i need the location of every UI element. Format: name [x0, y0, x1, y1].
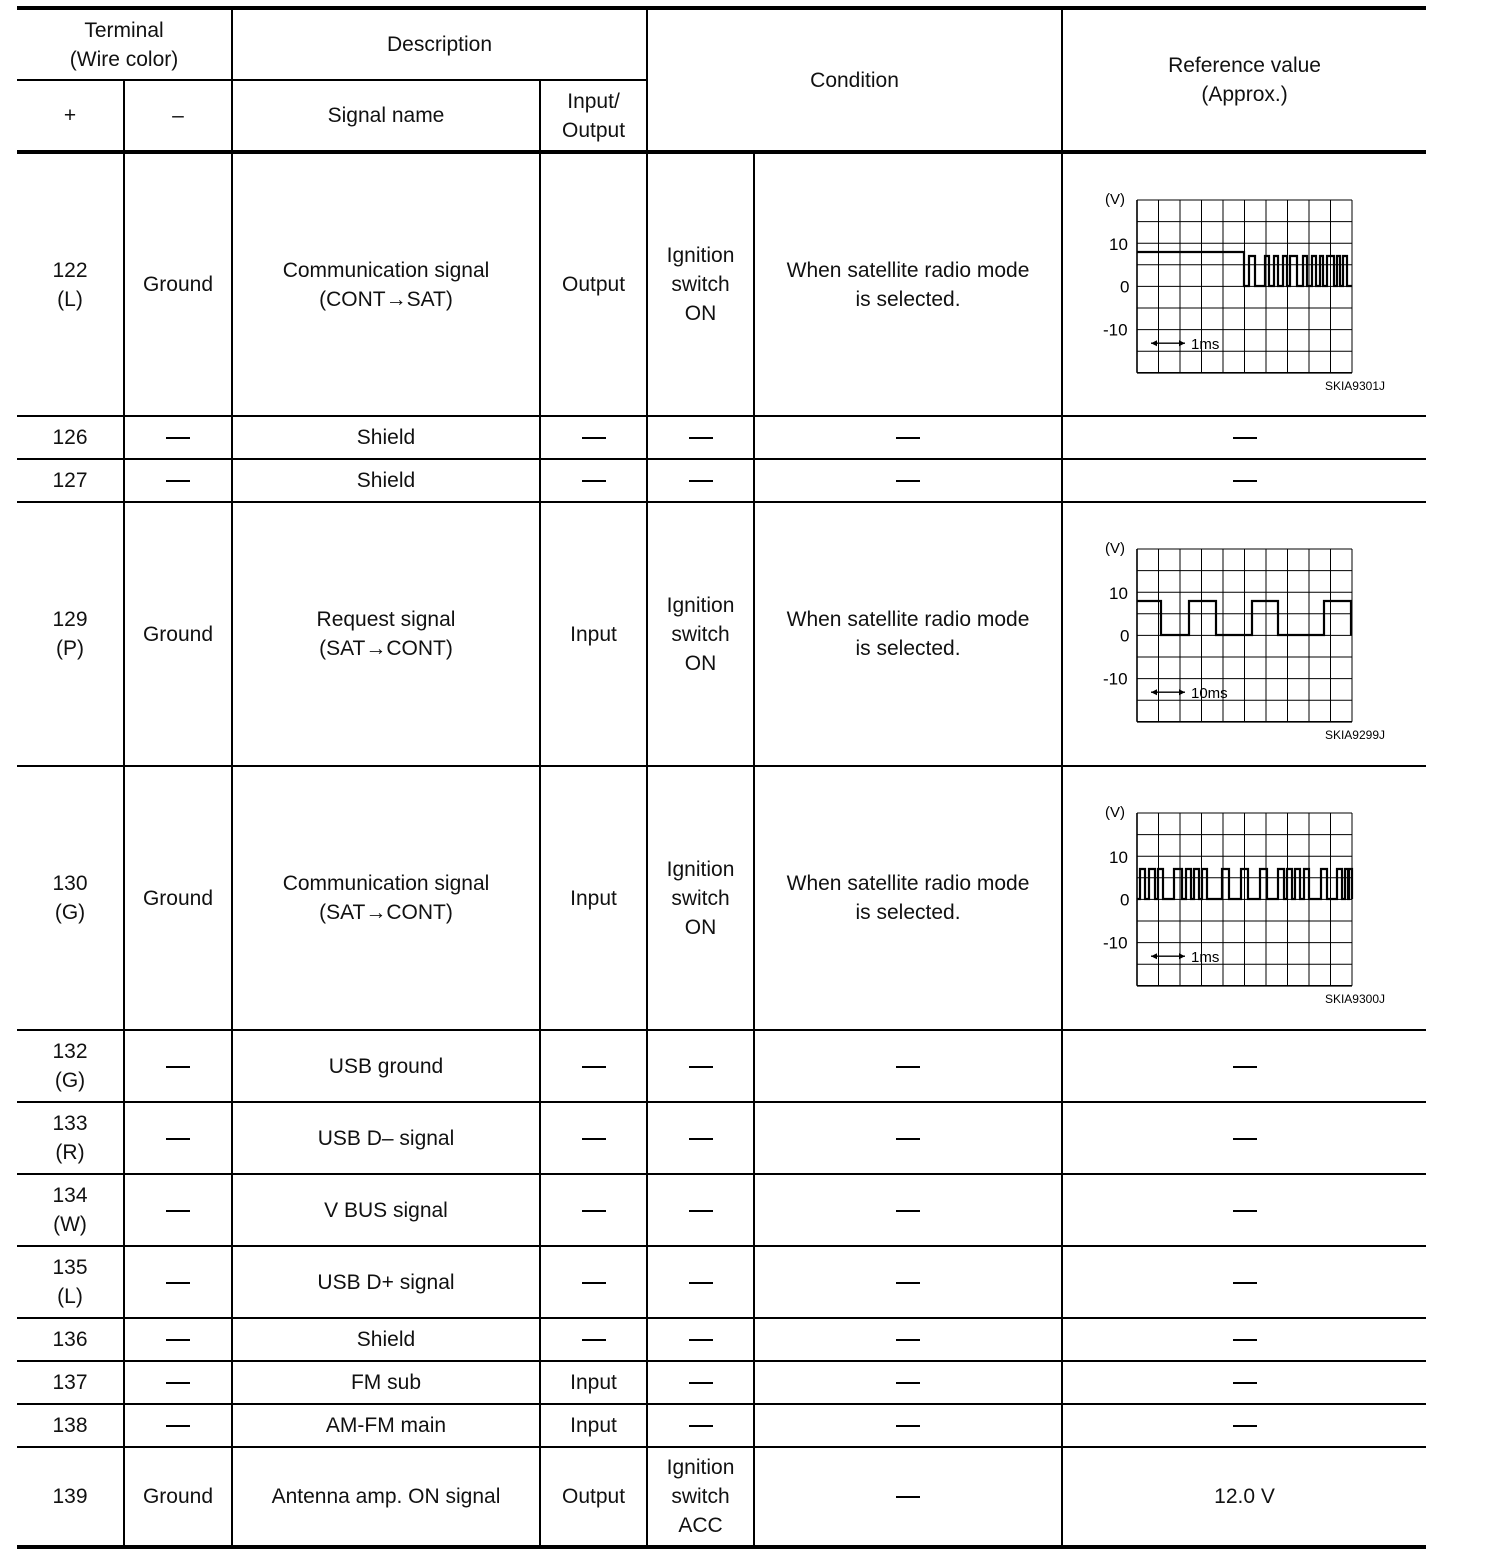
reference-value [1062, 1404, 1426, 1447]
condition-detail [754, 1102, 1062, 1174]
table-row [17, 1102, 1426, 1174]
terminal-minus [124, 1174, 232, 1246]
signal-name [232, 1030, 540, 1102]
condition-detail [754, 1030, 1062, 1102]
reference-value [1062, 1102, 1426, 1174]
reference-value [1062, 152, 1426, 416]
dash [689, 1339, 713, 1341]
input-output [540, 502, 647, 766]
oscilloscope-waveform [1095, 788, 1395, 1008]
dash [896, 1382, 920, 1384]
terminal-spec-table [17, 6, 1426, 1549]
input-output [540, 416, 647, 459]
condition-switch [647, 502, 754, 766]
terminal-plus [17, 1404, 124, 1447]
signal-name-text: Shield [356, 426, 416, 449]
input-output [540, 1102, 647, 1174]
terminal-plus [17, 1361, 124, 1404]
input-output [540, 1174, 647, 1246]
header-condition: Condition [647, 8, 1062, 152]
input-output [540, 1404, 647, 1447]
signal-name [232, 1102, 540, 1174]
dash [1233, 1382, 1257, 1384]
table-row [17, 1030, 1426, 1102]
terminal-plus [17, 1030, 124, 1102]
condition-switch-text: Ignition switch ON [666, 593, 735, 675]
terminal-plus-text: 136 [52, 1328, 88, 1351]
condition-switch-text: Ignition switch ON [666, 244, 735, 325]
dash [166, 1425, 190, 1427]
condition-detail [754, 1246, 1062, 1318]
oscilloscope-waveform [1095, 524, 1395, 744]
oscilloscope-waveform [1095, 175, 1395, 395]
dash [1233, 1138, 1257, 1140]
table-row [17, 1404, 1426, 1447]
signal-name-text: USB D– signal [317, 1126, 455, 1150]
condition-switch [647, 459, 754, 502]
reference-value [1062, 1174, 1426, 1246]
terminal-minus-text: Ground [142, 622, 214, 646]
terminal-minus [124, 1030, 232, 1102]
signal-name [232, 416, 540, 459]
signal-name [232, 502, 540, 766]
signal-name-text: AM-FM main [325, 1414, 447, 1437]
terminal-plus [17, 1318, 124, 1361]
scope-waveform-trace [1137, 252, 1352, 286]
input-output [540, 1447, 647, 1547]
dash [689, 1382, 713, 1384]
dash [582, 480, 606, 482]
dash [166, 437, 190, 439]
dash [166, 1210, 190, 1212]
terminal-minus [124, 1404, 232, 1447]
scope-y-label: 0 [1119, 890, 1129, 910]
condition-switch-text: Ignition switch ON [666, 857, 735, 939]
condition-detail [754, 502, 1062, 766]
signal-name [232, 1361, 540, 1404]
scope-time-arrow [1151, 953, 1185, 959]
dash [896, 1282, 920, 1284]
dash [1233, 1210, 1257, 1212]
terminal-minus [124, 416, 232, 459]
scope-time-scale: 10ms [1190, 685, 1228, 703]
terminal-minus [124, 1361, 232, 1404]
input-output [540, 766, 647, 1030]
terminal-plus-text: 137 [52, 1371, 88, 1394]
input-output [540, 1030, 647, 1102]
reference-value [1062, 1447, 1426, 1547]
dash [896, 1425, 920, 1427]
table-row [17, 502, 1426, 766]
signal-name [232, 459, 540, 502]
header-terminal: Terminal (Wire color) [17, 8, 232, 80]
condition-switch [647, 1404, 754, 1447]
scope-time-arrow [1151, 340, 1185, 346]
input-output-text: Input [570, 1371, 617, 1394]
dash [1233, 1339, 1257, 1341]
scope-time-arrow [1151, 689, 1185, 695]
reference-value [1062, 766, 1426, 1030]
scope-time-scale: 1ms [1190, 335, 1219, 353]
signal-name-text: Communication signal (SAT→CONT) [282, 872, 490, 924]
dash [689, 437, 713, 439]
dash [166, 480, 190, 482]
dash [689, 480, 713, 482]
scope-y-label: -10 [1102, 320, 1128, 340]
dash [582, 1138, 606, 1140]
dash [896, 1496, 920, 1498]
dash [1233, 480, 1257, 482]
input-output-text: Output [561, 273, 626, 296]
terminal-plus [17, 502, 124, 766]
dash [166, 1382, 190, 1384]
condition-detail [754, 1361, 1062, 1404]
terminal-minus [124, 459, 232, 502]
table-row [17, 766, 1426, 1030]
figure-code: SKIA9299J [1324, 728, 1385, 742]
condition-detail [754, 1447, 1062, 1547]
dash [689, 1138, 713, 1140]
signal-name [232, 1174, 540, 1246]
dash [689, 1282, 713, 1284]
signal-name [232, 1246, 540, 1318]
terminal-minus [124, 1246, 232, 1318]
scope-y-label: 10 [1108, 848, 1128, 868]
dash [582, 1066, 606, 1068]
signal-name-text: V BUS signal [324, 1198, 448, 1222]
condition-detail [754, 416, 1062, 459]
condition-detail [754, 1318, 1062, 1361]
condition-switch [647, 1318, 754, 1361]
input-output [540, 1246, 647, 1318]
signal-name [232, 1404, 540, 1447]
table-row [17, 1361, 1426, 1404]
scope-y-label: 0 [1119, 276, 1129, 296]
terminal-plus [17, 152, 124, 416]
scope-y-label: (V) [1104, 540, 1125, 557]
dash [689, 1425, 713, 1427]
terminal-minus [124, 1102, 232, 1174]
condition-detail-text: When satellite radio mode is selected. [786, 608, 1030, 660]
reference-value [1062, 1318, 1426, 1361]
condition-detail-text: When satellite radio mode is selected. [786, 258, 1030, 311]
terminal-plus [17, 1246, 124, 1318]
reference-value [1062, 1361, 1426, 1404]
input-output [540, 152, 647, 416]
input-output [540, 459, 647, 502]
dash [896, 437, 920, 439]
terminal-minus [124, 766, 232, 1030]
input-output-text: Input [570, 886, 617, 910]
terminal-minus-text: Ground [142, 273, 214, 296]
terminal-minus [124, 502, 232, 766]
condition-switch [647, 1246, 754, 1318]
table-row [17, 1318, 1426, 1361]
signal-name-text: USB D+ signal [317, 1270, 455, 1294]
scope-y-label: (V) [1104, 190, 1125, 208]
dash [896, 1339, 920, 1341]
condition-detail [754, 766, 1062, 1030]
condition-detail-text: When satellite radio mode is selected. [786, 872, 1030, 924]
condition-switch [647, 1361, 754, 1404]
dash [1233, 1282, 1257, 1284]
input-output-text: Input [570, 622, 617, 646]
reference-value-text: 12.0 V [1214, 1485, 1275, 1508]
terminal-plus [17, 766, 124, 1030]
signal-name [232, 1447, 540, 1547]
terminal-plus [17, 1102, 124, 1174]
header-signal-name: Signal name [232, 80, 540, 152]
dash [1233, 437, 1257, 439]
scope-y-label: 10 [1108, 584, 1128, 604]
dash [1233, 1066, 1257, 1068]
terminal-plus-text: 127 [52, 469, 88, 492]
table-row [17, 1447, 1426, 1547]
condition-switch-text: Ignition switch ACC [666, 1456, 735, 1537]
terminal-plus-text: 135 (L) [52, 1256, 88, 1308]
reference-value [1062, 416, 1426, 459]
condition-detail [754, 152, 1062, 416]
dash [896, 1066, 920, 1068]
signal-name [232, 1318, 540, 1361]
figure-code: SKIA9301J [1324, 378, 1385, 393]
scope-y-label: -10 [1102, 933, 1128, 953]
terminal-plus-text: 139 [52, 1485, 88, 1508]
header-reference-value: Reference value (Approx.) [1062, 8, 1426, 152]
scope-y-label: -10 [1102, 669, 1128, 689]
signal-name-text: Request signal (SAT→CONT) [316, 608, 456, 660]
table-row [17, 1246, 1426, 1318]
reference-value [1062, 459, 1426, 502]
dash [896, 1210, 920, 1212]
condition-switch [647, 1447, 754, 1547]
terminal-minus [124, 1447, 232, 1547]
dash [1233, 1425, 1257, 1427]
condition-switch [647, 1174, 754, 1246]
reference-value [1062, 1030, 1426, 1102]
input-output-text: Output [561, 1485, 626, 1508]
signal-name-text: Antenna amp. ON signal [271, 1485, 501, 1508]
input-output-text: Input [570, 1414, 617, 1437]
dash [166, 1138, 190, 1140]
terminal-plus [17, 416, 124, 459]
terminal-plus [17, 1447, 124, 1547]
signal-name-text: Communication signal (CONT→SAT) [282, 258, 490, 311]
header-description: Description [232, 8, 647, 80]
terminal-minus-text: Ground [142, 886, 214, 910]
figure-code: SKIA9300J [1324, 992, 1385, 1006]
header-minus: – [124, 80, 232, 152]
table-row [17, 459, 1426, 502]
terminal-plus-text: 134 (W) [52, 1184, 88, 1236]
dash [896, 1138, 920, 1140]
condition-switch [647, 416, 754, 459]
terminal-plus-text: 132 (G) [52, 1040, 88, 1092]
dash [582, 437, 606, 439]
table-row [17, 1174, 1426, 1246]
dash [582, 1339, 606, 1341]
terminal-plus [17, 1174, 124, 1246]
scope-y-label: (V) [1104, 804, 1125, 821]
signal-name-text: Shield [356, 469, 416, 492]
table-row [17, 152, 1426, 416]
dash [689, 1210, 713, 1212]
reference-value [1062, 1246, 1426, 1318]
signal-name [232, 766, 540, 1030]
dash [689, 1066, 713, 1068]
condition-detail [754, 1174, 1062, 1246]
dash [896, 480, 920, 482]
terminal-plus [17, 459, 124, 502]
input-output [540, 1361, 647, 1404]
terminal-plus-text: 130 (G) [52, 872, 88, 924]
condition-detail [754, 459, 1062, 502]
reference-value [1062, 502, 1426, 766]
dash [166, 1282, 190, 1284]
terminal-plus-text: 122 (L) [52, 258, 88, 311]
dash [166, 1339, 190, 1341]
condition-switch [647, 152, 754, 416]
signal-name-text: Shield [356, 1328, 416, 1351]
terminal-plus-text: 126 [52, 426, 88, 449]
scope-y-label: 10 [1108, 234, 1128, 254]
condition-switch [647, 766, 754, 1030]
dash [166, 1066, 190, 1068]
terminal-plus-text: 133 (R) [52, 1112, 88, 1164]
table-row [17, 416, 1426, 459]
input-output [540, 1318, 647, 1361]
terminal-plus-text: 138 [52, 1414, 88, 1437]
signal-name-text: FM sub [350, 1371, 421, 1394]
dash [582, 1210, 606, 1212]
terminal-minus [124, 1318, 232, 1361]
scope-y-label: 0 [1119, 626, 1129, 646]
signal-name [232, 152, 540, 416]
scope-time-scale: 1ms [1190, 949, 1219, 967]
condition-detail [754, 1404, 1062, 1447]
header-input-output: Input/ Output [540, 80, 647, 152]
dash [582, 1282, 606, 1284]
terminal-plus-text: 129 (P) [52, 608, 88, 660]
terminal-minus [124, 152, 232, 416]
header-plus: + [17, 80, 124, 152]
condition-switch [647, 1030, 754, 1102]
signal-name-text: USB ground [328, 1054, 444, 1078]
condition-switch [647, 1102, 754, 1174]
terminal-minus-text: Ground [142, 1485, 214, 1508]
